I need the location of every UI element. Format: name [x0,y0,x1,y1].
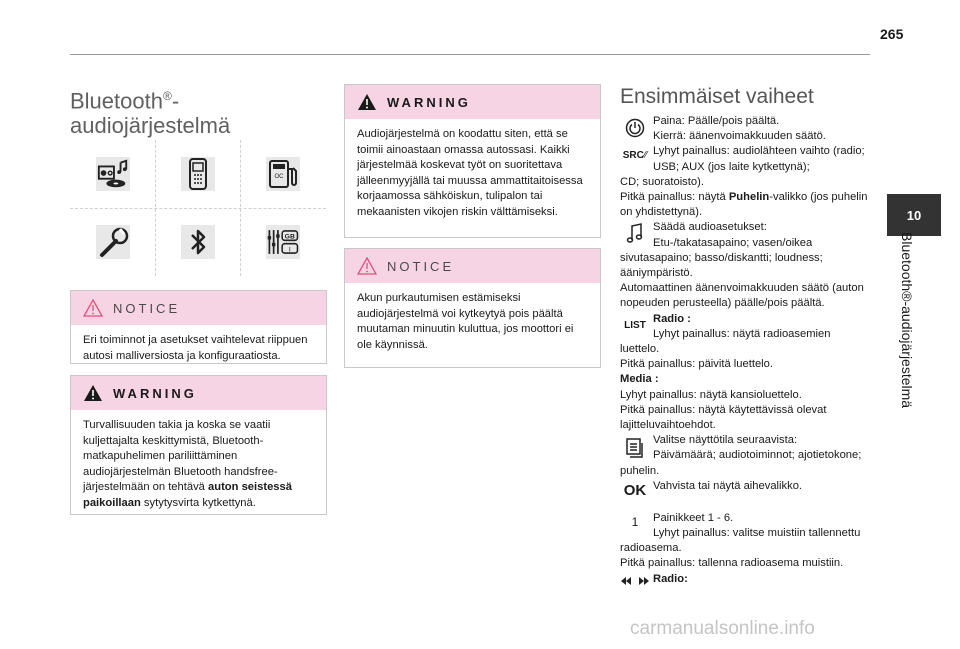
notice-icon [357,257,377,275]
ok-entry: OK Vahvista tai näytä aihevalikko. [620,479,882,511]
svg-text:OC: OC [274,174,283,180]
preset-entry: 1 Painikkeet 1 - 6. Lyhyt painallus: valitse muistiin tallennettu radioasema. Pitkä painallus: tallenna radioasema muistiin. [620,511,861,570]
gb-settings-icon [240,208,325,276]
fuel-pump-icon [240,140,325,208]
bluetooth-icon [155,208,240,276]
notice-icon [83,299,103,317]
warning-box-coding [344,84,601,238]
warning-icon [357,93,377,111]
header-rule [70,54,870,55]
seek-entry: Radio: [620,572,882,587]
notice-box-battery [344,248,601,368]
svg-text:I: I [288,246,291,254]
warning-text: Turvallisuuden takia ja koska se vaatii kuljettajalta keskittymistä, Bluetooth-matkapuhelimen pariliittäminen audiojärjestelmän Bluetooth handsfree-järjestelmään on tehtävä auton seistessä paikoillaan sytytysvirta kytkettynä. [83,419,292,509]
preset-button-icon: 1 [631,514,639,529]
notice-text: Akun purkautumisen estämiseksi audiojärjestelmä voi kytkeytyä pois päältä muutaman minuutin kuluttua, jos moottori ei ole käynnissä. [357,292,574,351]
chapter-tab[interactable]: 10 [887,194,941,236]
steps-title: Ensimmäiset vaiheet [620,85,814,108]
notice-heading: NOTICE [345,249,600,283]
watermark: carmanualsonline.info [630,618,815,639]
display-menu-icon [620,437,650,459]
steps-list [620,114,882,587]
wrench-icon [70,208,155,276]
list-entry: LIST Radio : Lyhyt painallus: näytä radioasemien luettelo. Pitkä painallus: päivitä luettelo. Media : Lyhyt painallus: näytä kansioluettelo. Pitkä painallus: näytä käytettävissä olevat lajitteluvaihtoehdot. [620,312,831,432]
warning-heading: WARNING [345,85,600,119]
seek-arrows-icon [620,576,650,586]
notice-box [70,290,327,364]
menu-entry: Valitse näyttötila seuraavista: Päivämäärä; audiotoiminnot; ajotietokone; puhelin. [620,434,862,477]
music-note-icon [620,222,650,244]
feature-icon-grid [70,140,326,276]
phone-icon [155,140,240,208]
src-entry: SRC ⁄⁄ Lyhyt painallus: audiolähteen vaihto (radio; USB; AUX (jos laite kytkettynä); CD; suoratoisto). Pitkä painallus: näytä Puhelin-valikko (jos puhelin on yhdistettynä). [620,145,868,219]
audio-settings-entry: Säädä audioasetukset: Etu-/takatasapaino; vasen/oikea sivutasapaino; basso/diskantti; loudness; ääniympäristö. Automaattinen äänenvoimakkuuden säätö (auton nopeuden perusteella) päälle/pois päältä. [620,221,864,310]
warning-text: Audiojärjestelmä on koodattu siten, että se toimii ainoastaan omassa autossasi. Kaikki järjestelmää koskevat työt on suoritettava jälleenmyyjällä tai muussa ammattitaitoisessa korjaamossa sähköiskun, tulipalon tai mekaanisten vikojen riskin välttämiseksi. [357,128,583,218]
warning-box [70,375,327,515]
music-system-icon [70,140,155,208]
section-title: Bluetooth®- audiojärjestelmä [70,88,231,139]
ok-button-icon: OK [623,481,647,499]
power-knob-icon [620,118,650,138]
notice-heading: NOTICE [71,291,326,325]
page-number: 265 [880,26,904,42]
warning-icon [83,384,103,402]
svg-text:GB: GB [284,233,295,241]
notice-text: Eri toiminnot ja asetukset vaihtelevat riippuen autosi malliversiosta ja konfiguraatiosta. [83,334,308,362]
src-phone-icon: SRC ⁄⁄ [622,150,648,162]
power-knob-entry: Paina: Päälle/pois päältä. Kierrä: äänenvoimakkuuden säätö. [620,114,882,144]
list-button-icon: LIST [624,319,646,331]
chapter-title: Bluetooth®-audiojärjestelmä [899,232,915,409]
warning-heading: WARNING [71,376,326,410]
